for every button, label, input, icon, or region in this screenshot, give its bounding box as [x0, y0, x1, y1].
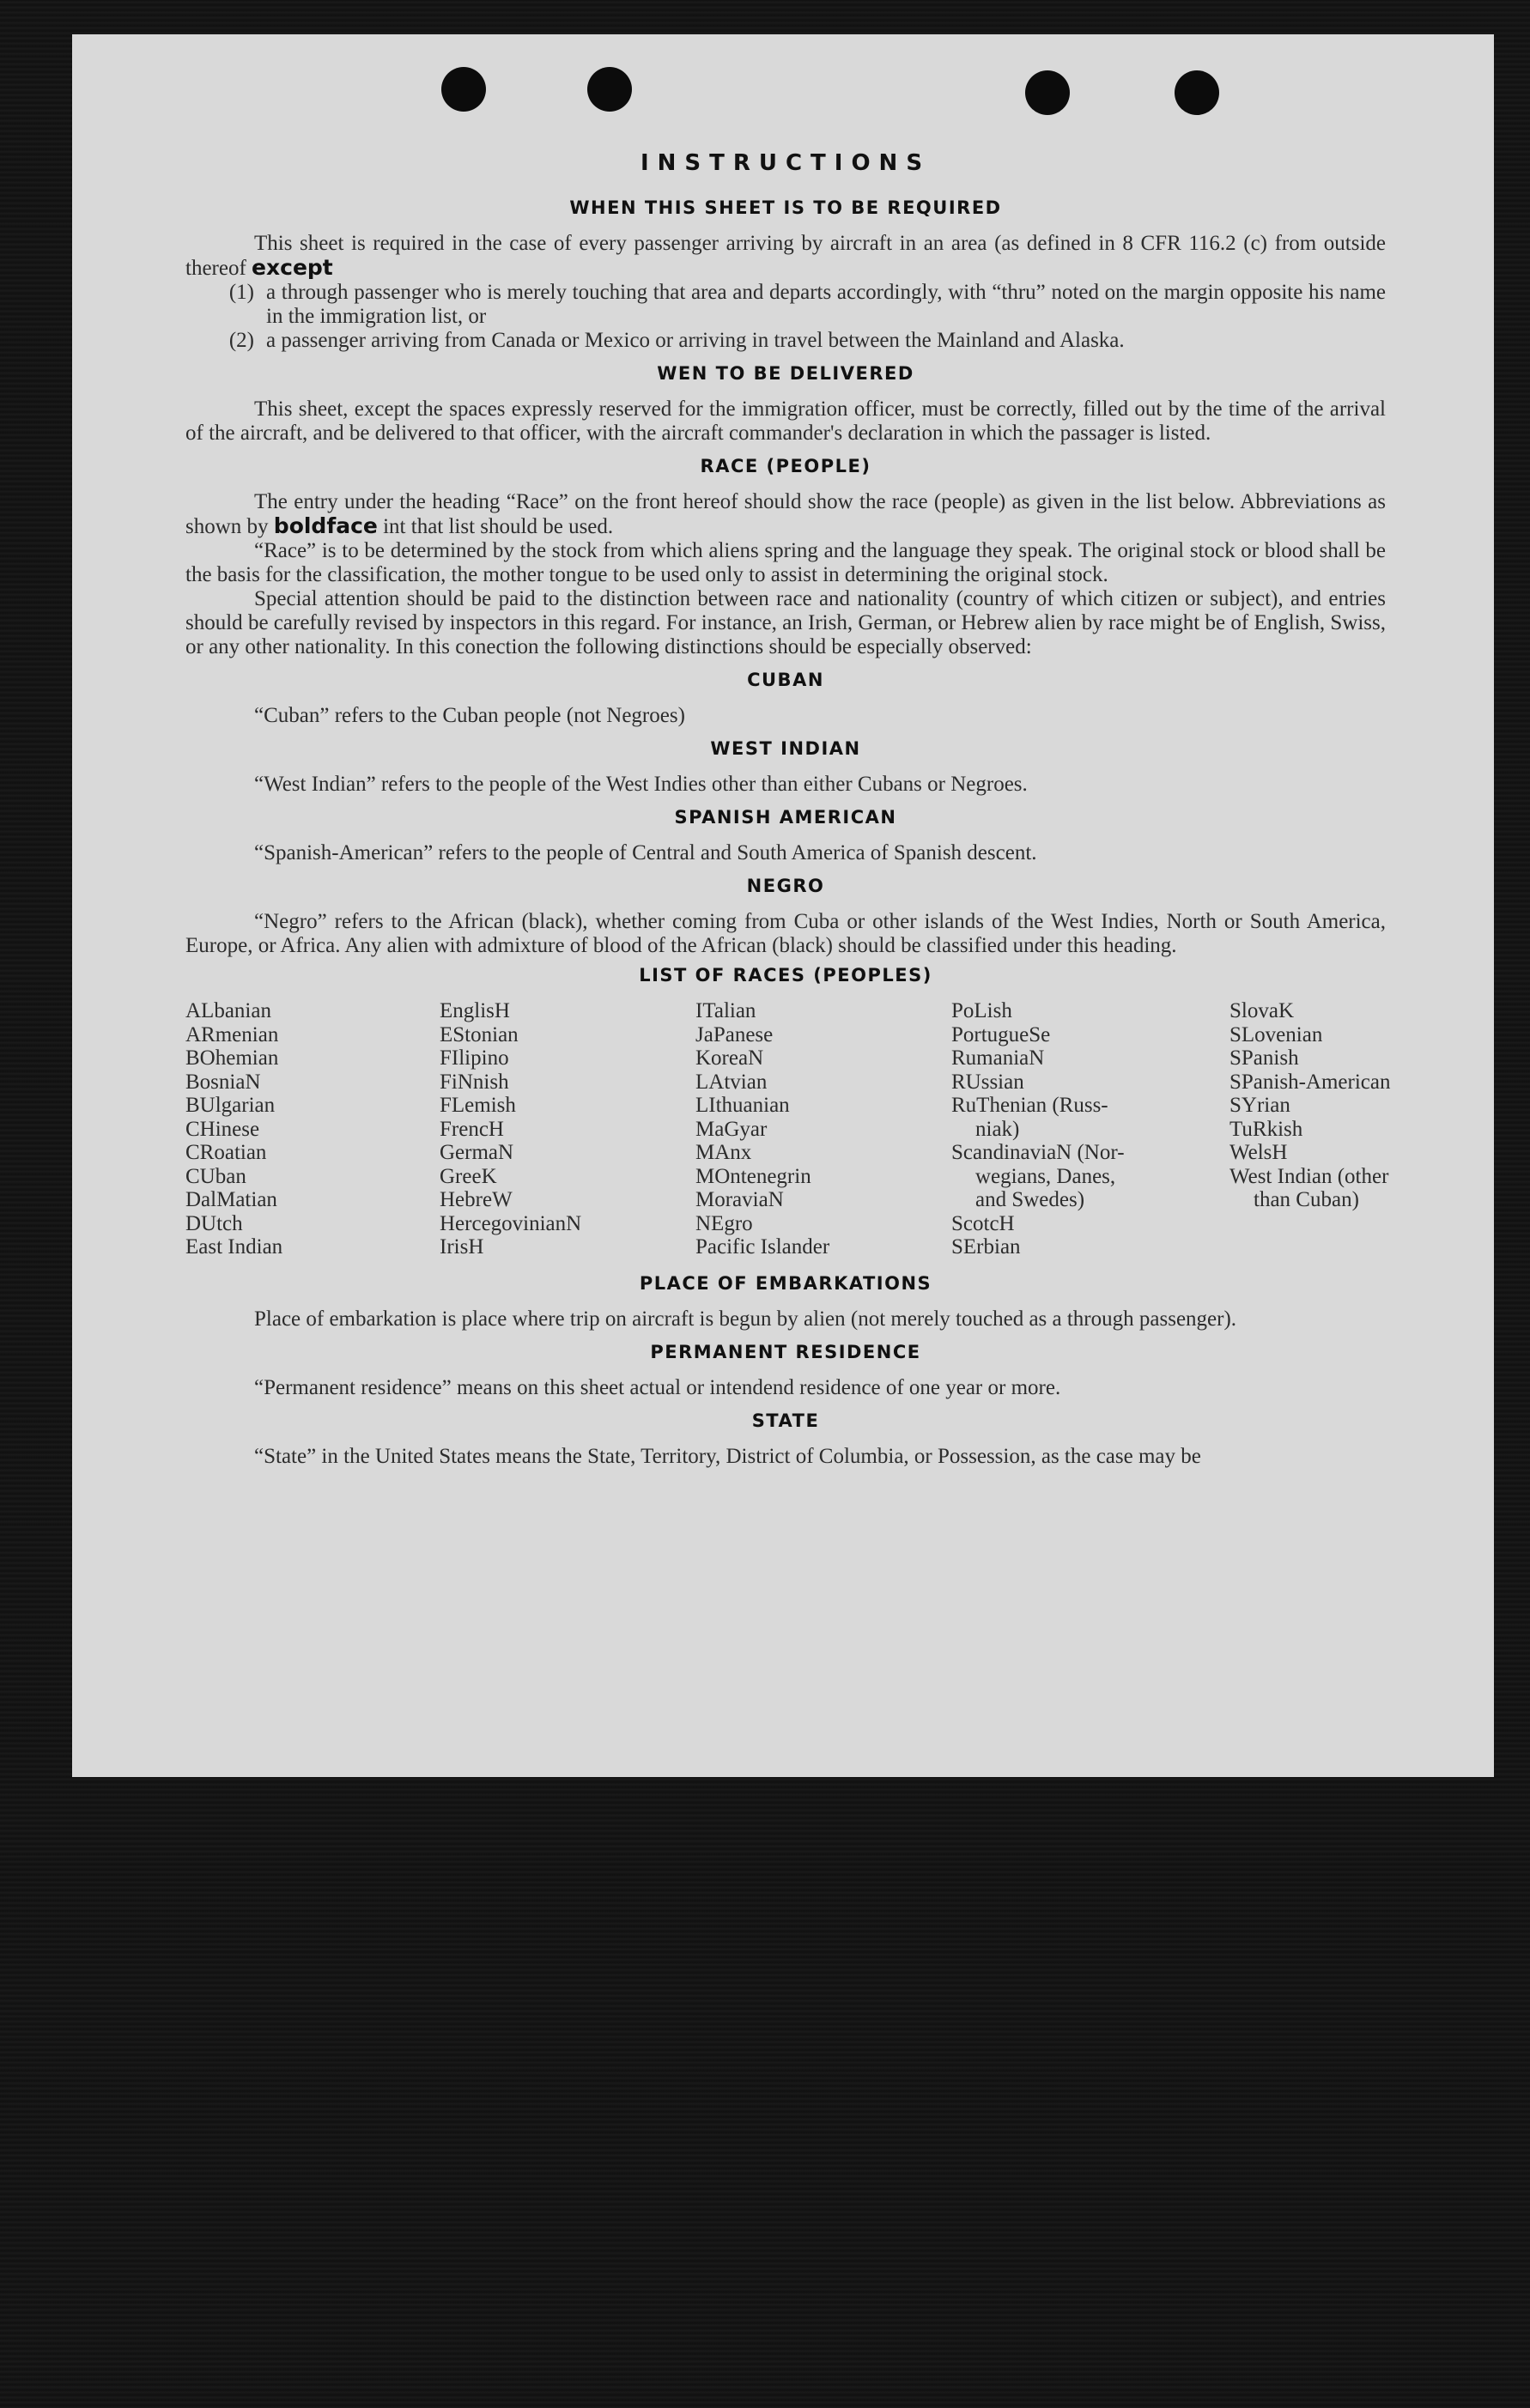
punch-hole: [1175, 70, 1219, 115]
race-column: [695, 999, 951, 1259]
race-entry: EStonian: [440, 1022, 519, 1046]
race-entry: FIlipino: [440, 1046, 509, 1070]
section-heading-state: STATE: [751, 1410, 820, 1431]
race-entry: RumaniaN: [951, 1046, 1045, 1070]
race-column: [951, 999, 1229, 1259]
race-entry: SlovaK: [1229, 999, 1294, 1022]
race-entry: SPanish: [1229, 1046, 1299, 1070]
section-heading-embarkation: PLACE OF EMBARKATIONS: [639, 1272, 932, 1294]
race-paragraph: Special attention should be paid to the distinction between race and nationality (country of which citizen or subject), and entries should be carefully revised by inspectors in this regard. For instance, an Irish, German, or Hebrew alien by race might be of English, Swiss, or any other nationality. In this conection the following distinctions should be especially observed:: [185, 587, 1386, 658]
race-entry: BUlgarian: [185, 1094, 276, 1117]
race-entry: Pacific Islander: [695, 1235, 830, 1259]
race-entry: WelsH: [1229, 1141, 1288, 1164]
race-entry: GermaN: [440, 1141, 514, 1164]
race-entry: SErbian: [951, 1235, 1021, 1259]
race-entry: FLemish: [440, 1094, 516, 1117]
race-column: [1229, 999, 1461, 1259]
race-entry-continued: than Cuban): [1254, 1188, 1359, 1211]
race-entry: BOhemian: [185, 1046, 279, 1070]
race-entry: ALbanian: [185, 999, 271, 1022]
race-entry: ITalian: [695, 999, 756, 1022]
race-entry: NEgro: [695, 1211, 753, 1235]
negro-text: “Negro” refers to the African (black), whether coming from Cuba or other islands of the West Indies, North or South America, Europe, or Africa. Any alien with admixture of blood of the African (black) should be classified under this heading.: [185, 910, 1386, 957]
race-entry: DalMatian: [185, 1188, 277, 1211]
race-entry: ScotcH: [951, 1211, 1015, 1235]
race-entry: HebreW: [440, 1188, 513, 1211]
race-entry: LIthuanian: [695, 1094, 790, 1117]
race-entry: PoLish: [951, 999, 1012, 1022]
race-paragraph: “Race” is to be determined by the stock from which aliens spring and the language they speak. The original stock or blood shall be the basis for the classification, the mother tongue to be used only to assist in determining the original stock.: [185, 539, 1386, 586]
state-text: “State” in the United States means the State, Territory, District of Columbia, or Possession, as the case may be: [254, 1444, 1201, 1468]
race-entry: ARmenian: [185, 1022, 279, 1046]
race-entry: MoraviaN: [695, 1188, 784, 1211]
page-title: INSTRUCTIONS: [640, 150, 932, 176]
race-entry: EnglisH: [440, 999, 510, 1022]
race-entry: JaPanese: [695, 1022, 774, 1046]
race-entry-continued: wegians, Danes,: [975, 1164, 1116, 1188]
punch-hole: [1025, 70, 1070, 115]
race-entry-continued: niak): [975, 1117, 1020, 1141]
except-bold: except: [252, 255, 333, 280]
section-heading-delivered: WEN TO BE DELIVERED: [657, 363, 914, 384]
delivered-text: This sheet, except the spaces expressly reserved for the immigration officer, must be correctly, filled out by the time of the arrival of the aircraft, and be delivered to that officer, with the aircraft commander's declaration in which the passager is listed.: [185, 397, 1386, 445]
section-heading-cuban: CUBAN: [747, 670, 824, 690]
race-entry: CHinese: [185, 1117, 260, 1141]
race-list: [185, 999, 1391, 1259]
section-heading-race: RACE (PEOPLE): [700, 456, 871, 476]
punch-hole: [587, 67, 632, 112]
section-heading-required: WHEN THIS SHEET IS TO BE REQUIRED: [569, 197, 1002, 218]
race-entry: MAnx: [695, 1141, 752, 1164]
section-heading-spanish-american: SPANISH AMERICAN: [674, 807, 897, 828]
race-entry: FiNnish: [440, 1070, 509, 1094]
punch-hole: [441, 67, 486, 112]
required-intro: This sheet is required in the case of every passenger arriving by aircraft in an area (as defined in 8 CFR 116.2 (c) from outside thereof except: [185, 232, 1386, 280]
race-entry: MaGyar: [695, 1117, 768, 1141]
race-entry-continued: and Swedes): [975, 1188, 1085, 1211]
race-entry: TuRkish: [1229, 1117, 1303, 1141]
boldface-word: boldface: [273, 513, 378, 538]
instruction-sheet: [72, 34, 1494, 1777]
race-entry: PortugueSe: [951, 1022, 1051, 1046]
race-entry: CRoatian: [185, 1141, 267, 1164]
section-heading-west-indian: WEST INDIAN: [710, 738, 861, 759]
race-entry: FrencH: [440, 1117, 504, 1141]
race-entry: RUssian: [951, 1070, 1024, 1094]
section-heading-negro: NEGRO: [746, 876, 825, 896]
section-heading-races: LIST OF RACES (PEOPLES): [639, 965, 932, 986]
race-entry: SLovenian: [1229, 1022, 1323, 1046]
section-heading-residence: PERMANENT RESIDENCE: [650, 1341, 921, 1362]
race-entry: SYrian: [1229, 1094, 1290, 1117]
race-entry: GreeK: [440, 1164, 497, 1188]
race-entry: HercegovinianN: [440, 1211, 582, 1235]
required-item: (1) a through passenger who is merely touching that area and departs accordingly, with “thru” noted on the margin opposite his name in the immigration list, or: [228, 281, 1386, 328]
race-entry: West Indian (other: [1229, 1164, 1389, 1188]
race-entry: RuThenian (Russ-: [951, 1094, 1108, 1117]
race-entry: IrisH: [440, 1235, 484, 1259]
cuban-text: “Cuban” refers to the Cuban people (not Negroes): [254, 704, 685, 727]
race-entry: CUban: [185, 1164, 246, 1188]
race-entry: MOntenegrin: [695, 1164, 811, 1188]
required-item: (2) a passenger arriving from Canada or Mexico or arriving in travel between the Mainland and Alaska.: [228, 329, 1125, 352]
race-entry: DUtch: [185, 1211, 243, 1235]
race-column: [440, 999, 695, 1259]
race-entry: LAtvian: [695, 1070, 768, 1094]
west-indian-text: “West Indian” refers to the people of the West Indies other than either Cubans or Negroes.: [254, 773, 1028, 796]
race-entry: BosniaN: [185, 1070, 261, 1094]
spanish-american-text: “Spanish-American” refers to the people of Central and South America of Spanish descent.: [254, 841, 1037, 864]
residence-text: “Permanent residence” means on this sheet actual or intendend residence of one year or more.: [254, 1375, 1061, 1399]
race-entry: SPanish-American: [1229, 1070, 1391, 1094]
race-column: [185, 999, 440, 1259]
embarkation-text: Place of embarkation is place where trip on aircraft is begun by alien (not merely touched as a through passenger).: [254, 1307, 1237, 1331]
race-entry: KoreaN: [695, 1046, 764, 1070]
race-paragraph: The entry under the heading “Race” on the front hereof should show the race (people) as given in the list below. Abbreviations as shown by boldface int that list should be used.: [185, 490, 1386, 538]
race-entry: ScandinaviaN (Nor-: [951, 1141, 1125, 1164]
race-entry: East Indian: [185, 1235, 283, 1259]
